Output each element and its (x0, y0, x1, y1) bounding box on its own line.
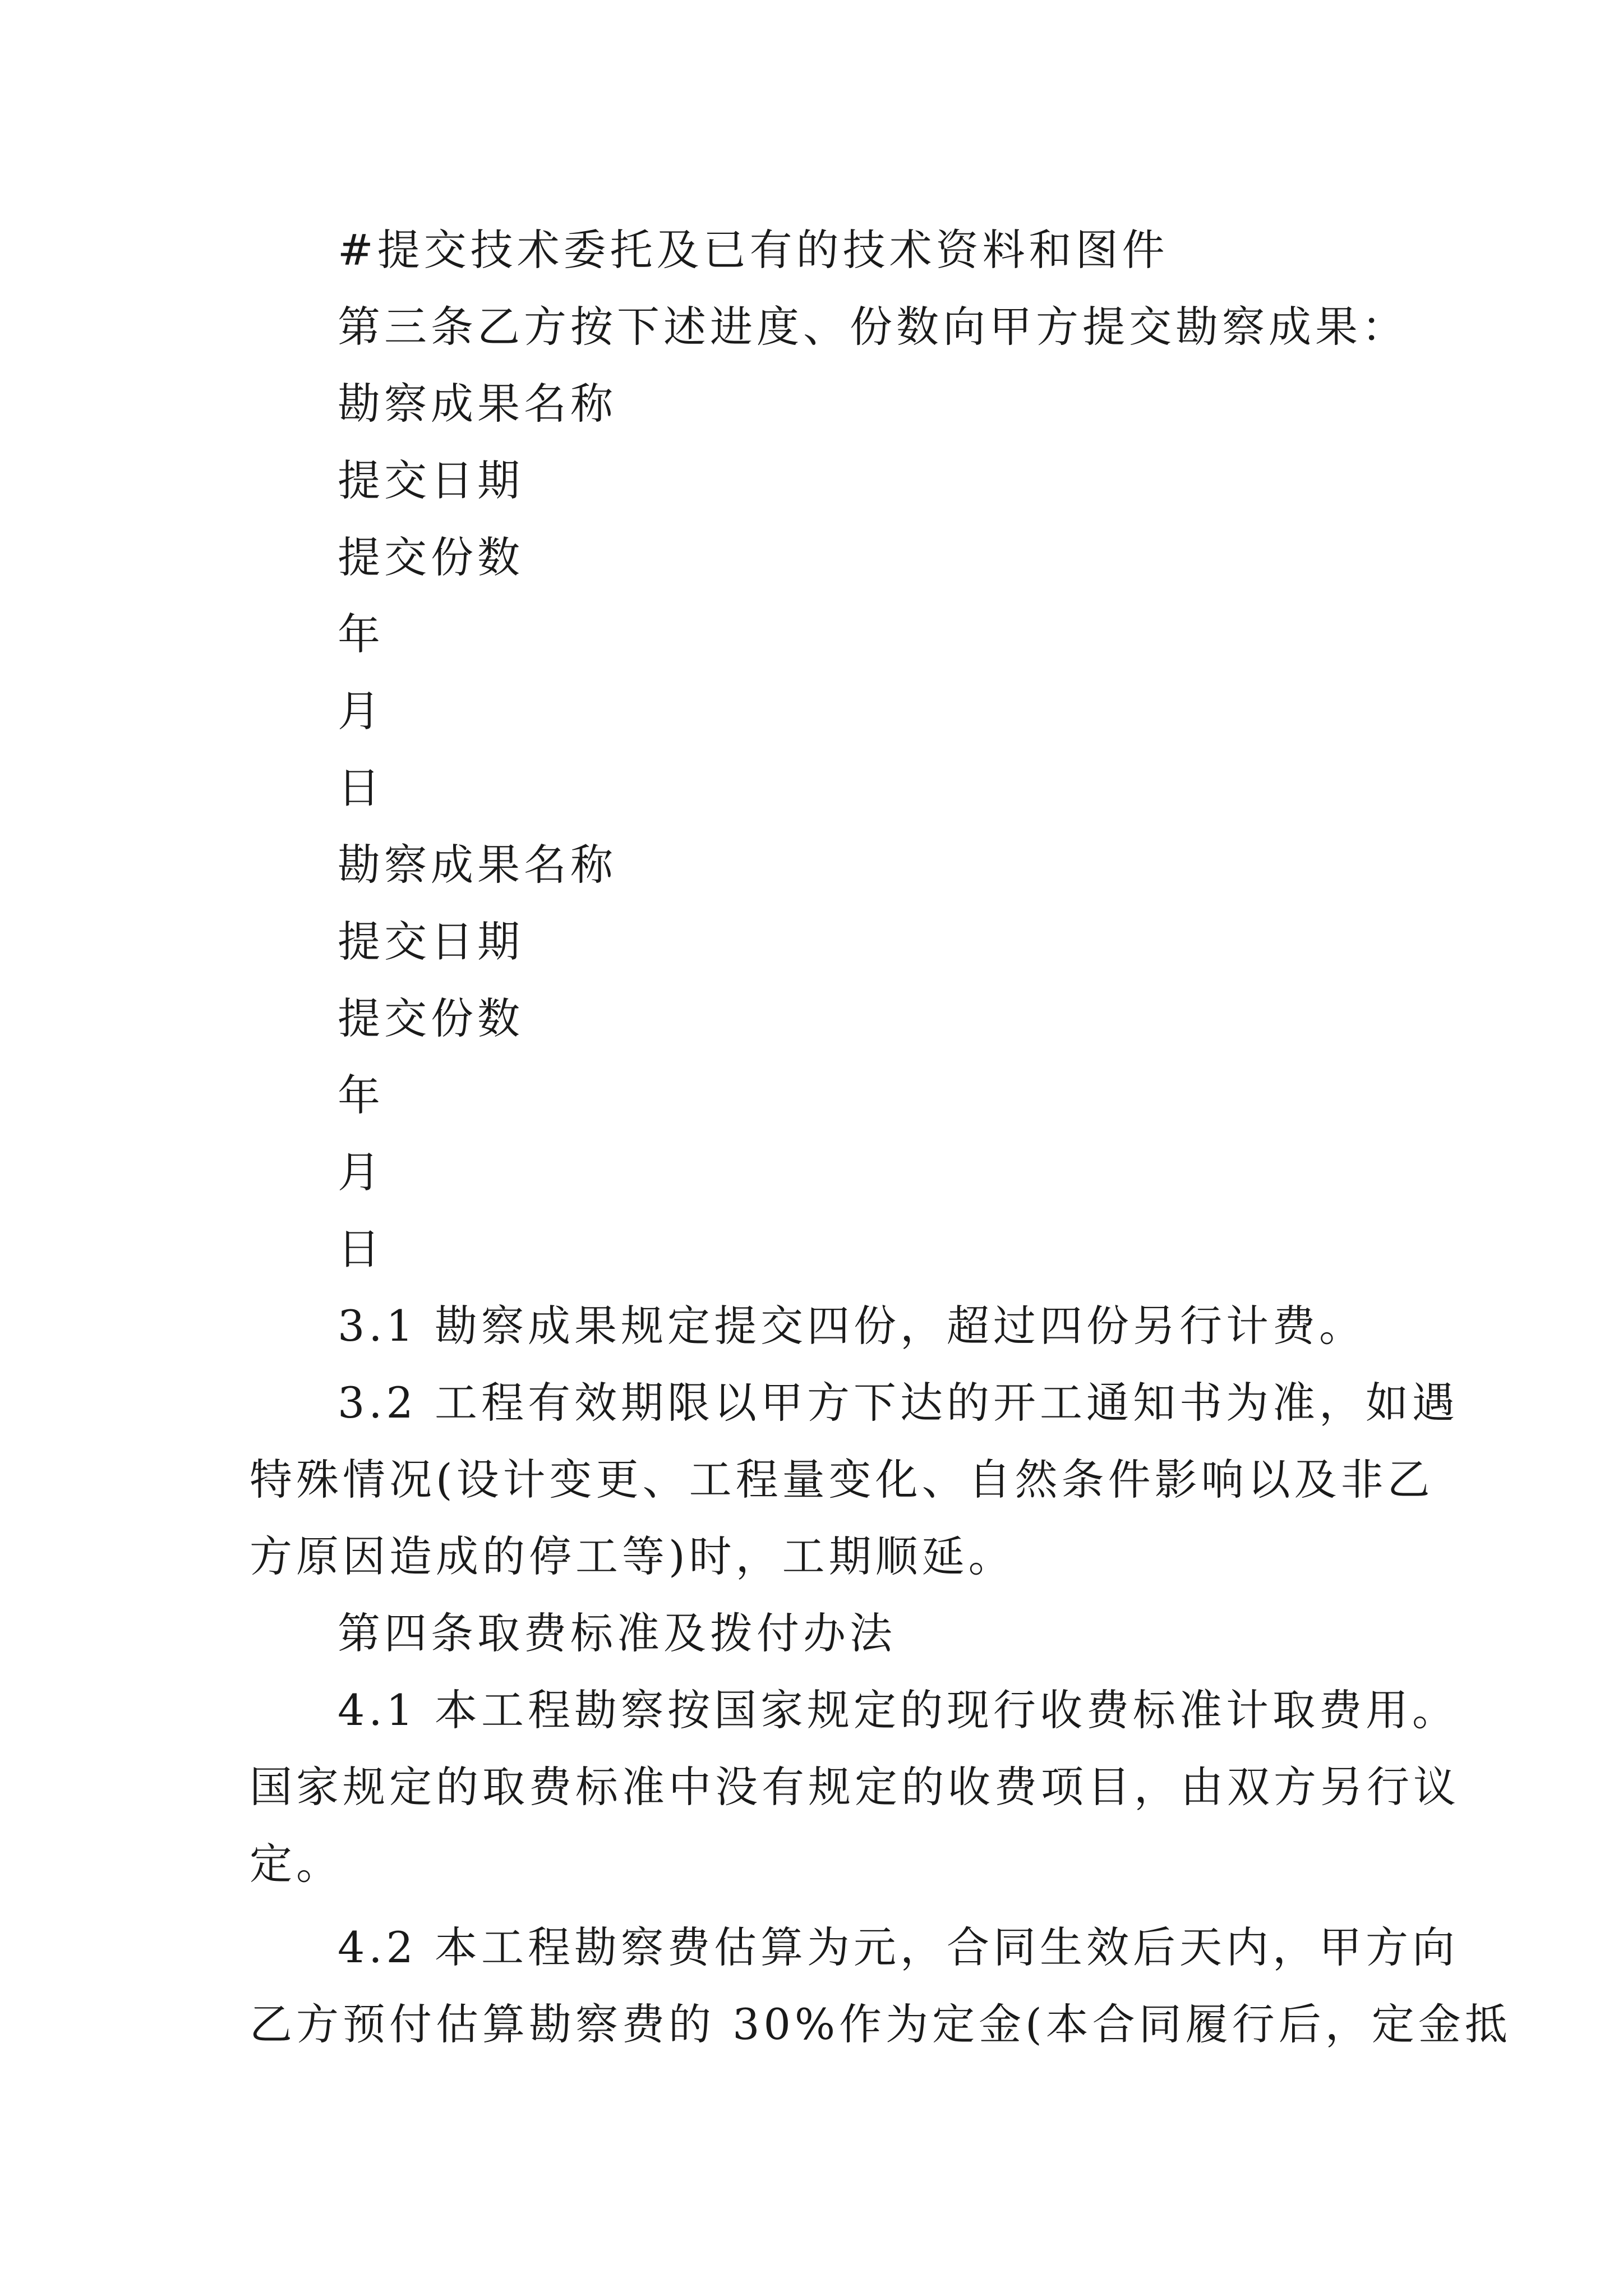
text-line: 月 (338, 1147, 384, 1197)
text-line: 年 (338, 609, 384, 659)
text-line: 提交日期 (338, 917, 524, 967)
text-line: #提交技术委托及已有的技术资料和图件 (338, 225, 1169, 275)
text-line: 提交份数 (338, 993, 524, 1043)
text-line: 提交份数 (338, 532, 524, 582)
clause-4-2: 4.2 本工程勘察费估算为元，合同生效后天内，甲方向 (338, 1922, 1459, 1972)
clause-4-1: 4.1 本工程勘察按国家规定的现行收费标准计取费用。 (338, 1685, 1459, 1735)
text-line: 月 (338, 686, 384, 736)
clause-3-1: 3.1 勘察成果规定提交四份，超过四份另行计费。 (338, 1301, 1366, 1351)
text-line: 年 (338, 1070, 384, 1120)
section-heading-article-3: 第三条乙方按下述进度、份数向甲方提交勘察成果： (338, 302, 1408, 352)
section-heading-article-4: 第四条取费标准及拨付办法 (338, 1608, 896, 1658)
text-line: 定。 (250, 1839, 343, 1889)
text-line: 方原因造成的停工等)时，工期顺延。 (250, 1531, 1015, 1581)
text-line: 勘察成果名称 (338, 840, 617, 890)
clause-3-2: 3.2 工程有效期限以甲方下达的开工通知书为准，如遇 (338, 1378, 1459, 1428)
text-line: 特殊情况(设计变更、工程量变化、自然条件影响以及非乙 (250, 1455, 1434, 1504)
text-line: 日 (338, 1224, 384, 1274)
text-line: 国家规定的取费标准中没有规定的收费项目，由双方另行议 (250, 1762, 1460, 1812)
text-line: 勘察成果名称 (338, 379, 617, 429)
text-line: 提交日期 (338, 455, 524, 505)
text-line: 乙方预付估算勘察费的 30%作为定金(本合同履行后，定金抵 (250, 1999, 1511, 2049)
text-line: 日 (338, 763, 384, 813)
document-body (250, 211, 1511, 2063)
